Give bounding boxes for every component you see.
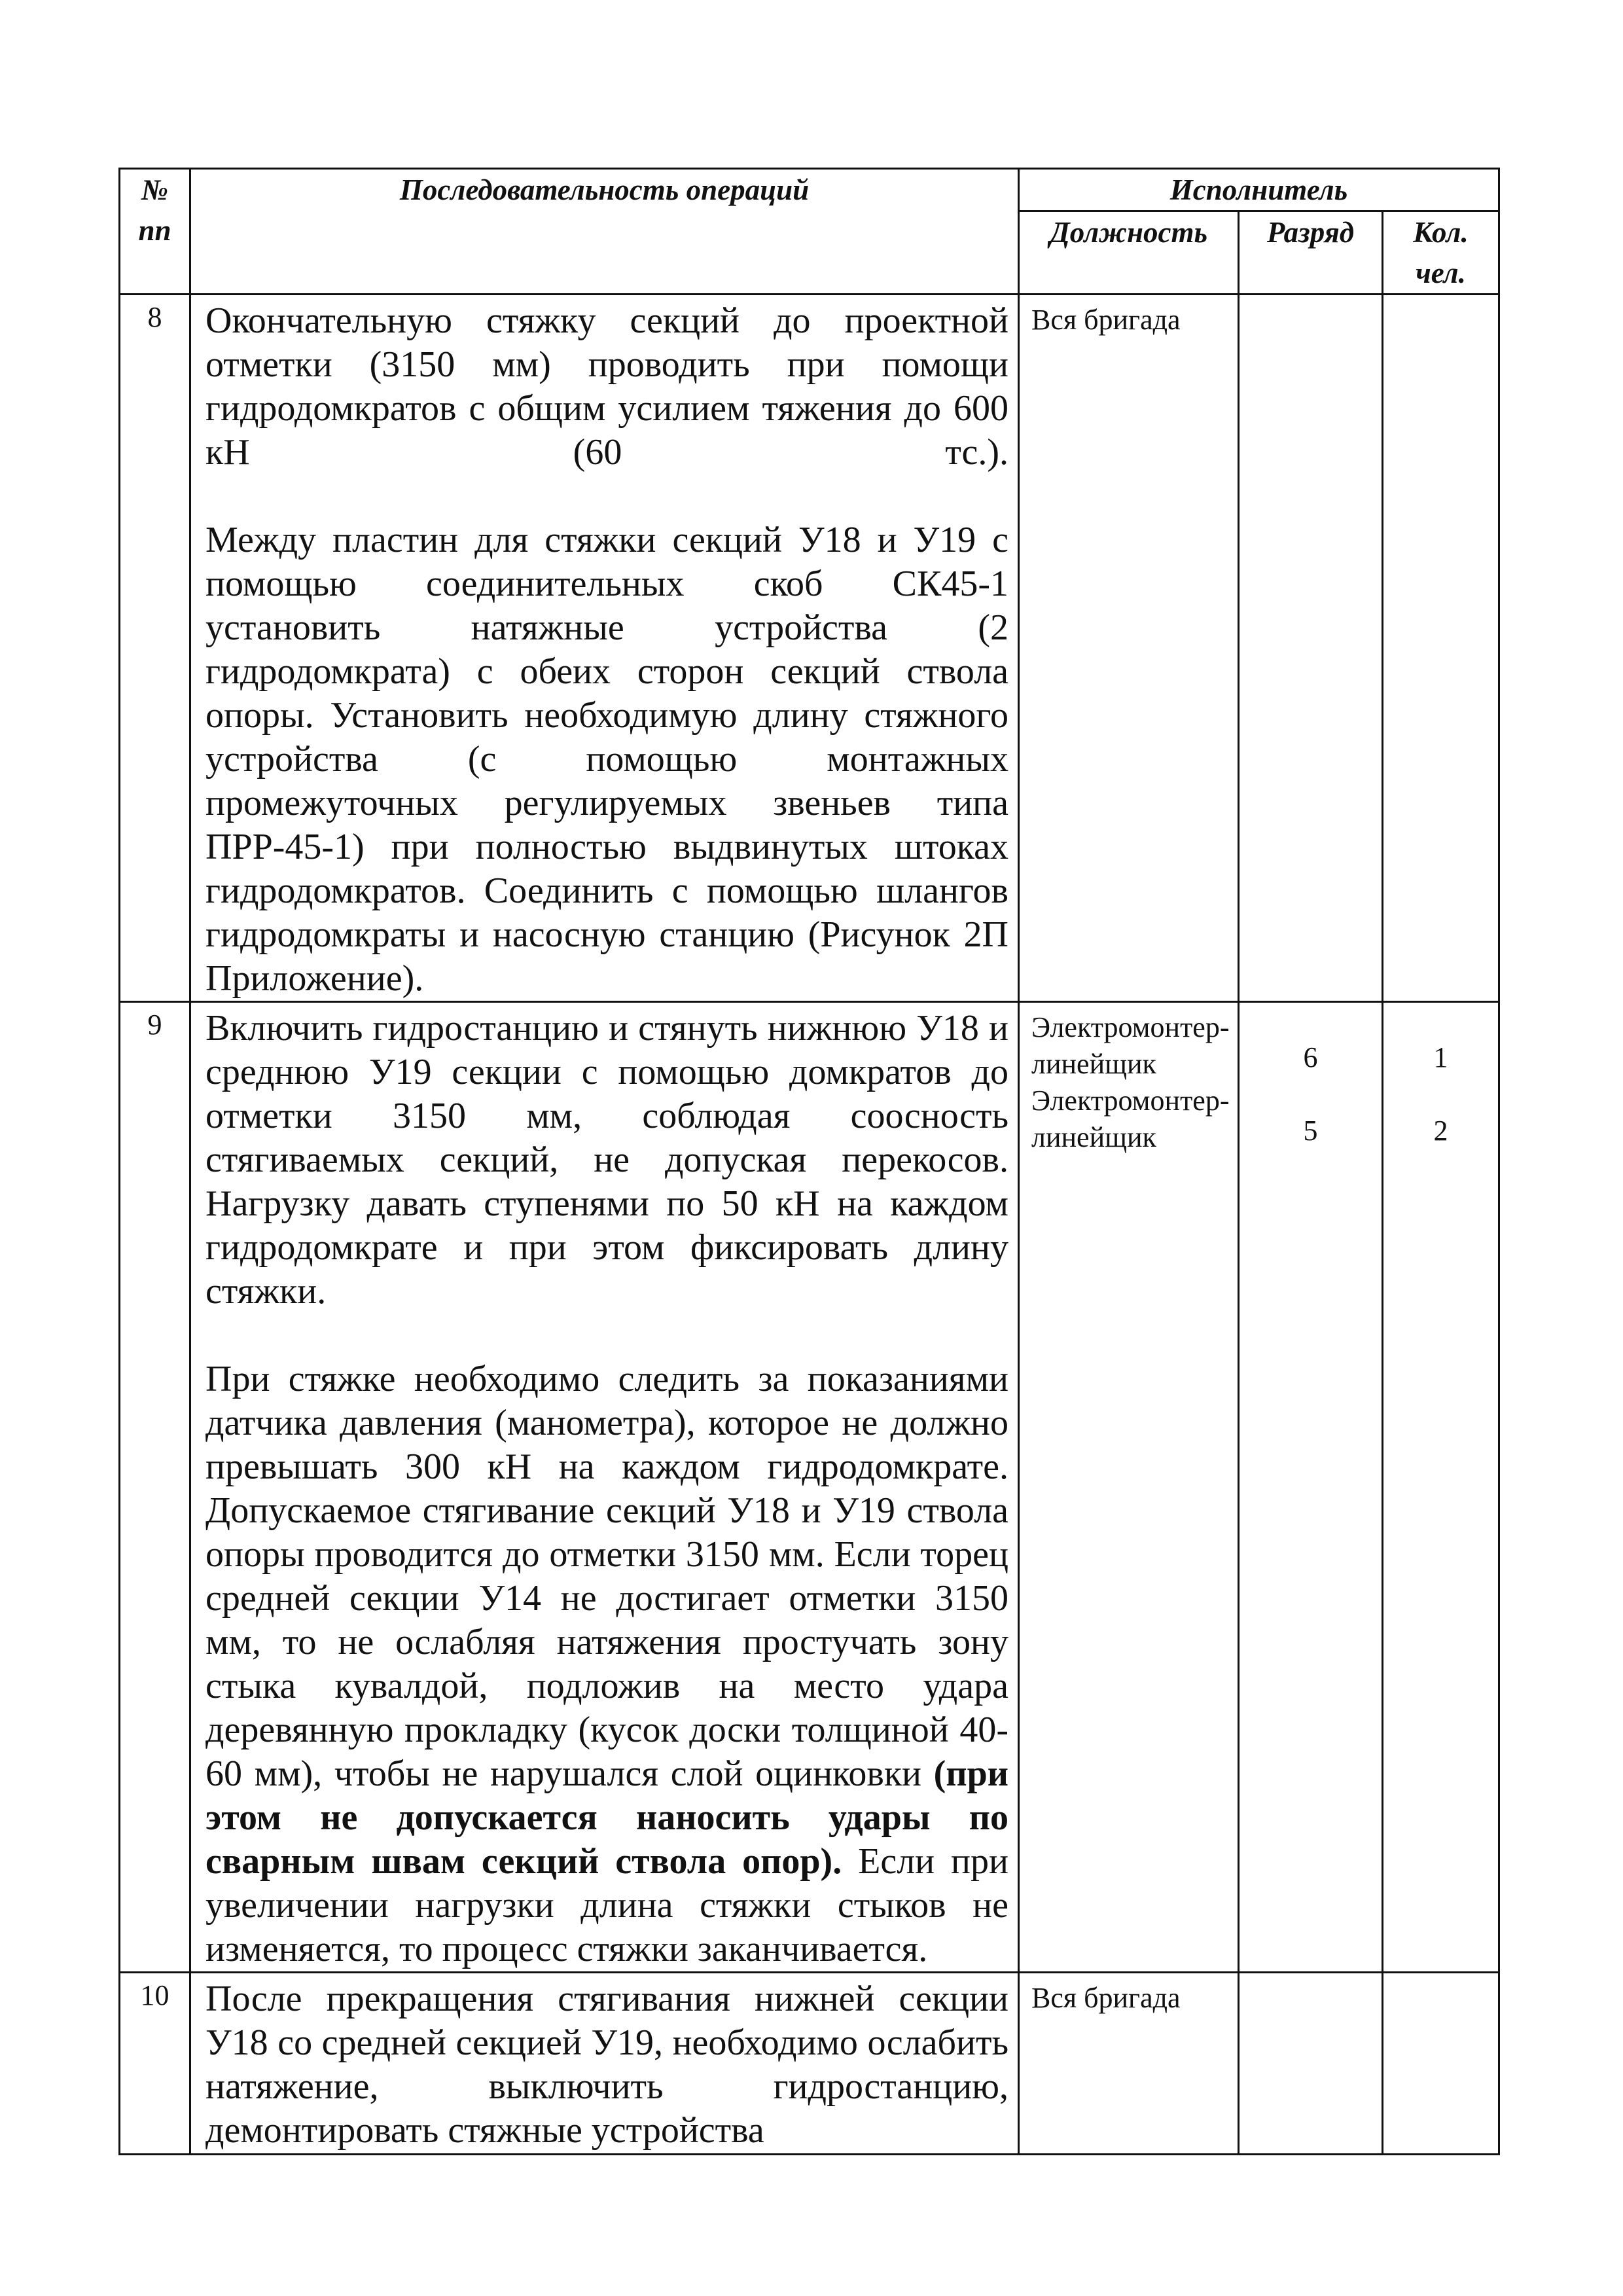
header-count-line2: чел. xyxy=(1416,257,1466,289)
operation-paragraph: Включить гидростанцию и стянуть нижнюю У18 и среднюю У19 секции с помощью домкратов до отметки 3150 мм, соблюдая соосность стягиваемых секций, не допуская перекосов. Нагрузку давать ступенями по 50 кН на каждом гидродомкрате и при этом фиксировать длину стяжки. xyxy=(205,1008,1008,1312)
operation-paragraph xyxy=(205,1357,1008,1971)
operation-text-part: Если при увеличении нагрузки длина стяжки стыков не изменяется, то процесс стяжки заканчивается. xyxy=(205,1841,1008,1969)
performer-grade xyxy=(1239,295,1383,1002)
performer-grade xyxy=(1239,1973,1383,2155)
warning-bold-text: (при этом не допускается наносить удары по сварным швам секций ствола опор). xyxy=(205,1753,1008,1882)
header-count xyxy=(1383,211,1499,295)
table-row xyxy=(120,295,1499,1002)
performer-position xyxy=(1019,1002,1239,1973)
row-number: 9 xyxy=(120,1002,190,1973)
header-count-line1: Кол. xyxy=(1413,216,1469,249)
row-number: 8 xyxy=(120,295,190,1002)
operation-paragraph: Окончательную стяжку секций до проектной отметки (3150 мм) проводить при помощи гидродомкратов с общим усилием тяжения до 600 кН (60 тс.). xyxy=(205,300,1008,473)
operation-paragraph: После прекращения стягивания нижней секции У18 со средней секцией У19, необходимо ослабить натяжение, выключить гидростанцию, демонтировать стяжные устройства xyxy=(205,1979,1008,2151)
performer-count xyxy=(1383,1002,1499,1973)
table-row xyxy=(120,1973,1499,2155)
operation-text-part: При стяжке необходимо следить за показаниями датчика давления (манометра), которое не должно превышать 300 кН на каждом гидродомкрате. Допускаемое стягивание секций У18 и У19 ствола опоры проводится до отметки 3150 мм. Если торец средней секции У14 не достигает отметки 3150 мм, то не ослабляя натяжения простучать зону стыка кувалдой, подложив на место удара деревянную прокладку (кусок доски толщиной 40-60 мм), чтобы не нарушался слой оцинковки xyxy=(205,1359,1008,1794)
performer-grade-2: 5 xyxy=(1303,1115,1318,1147)
performer-position: Вся бригада xyxy=(1019,295,1239,1002)
performer-position-1: Электромонтер-линейщик xyxy=(1031,1011,1230,1080)
performer-count xyxy=(1383,1973,1499,2155)
table-header-row xyxy=(120,169,1499,211)
header-num-label: № xyxy=(141,173,169,206)
performer-count-1: 1 xyxy=(1433,1041,1448,1073)
operations-table xyxy=(118,168,1500,2155)
row-number: 10 xyxy=(120,1973,190,2155)
header-operations: Последовательность операций xyxy=(190,169,1019,295)
performer-grade xyxy=(1239,1002,1383,1973)
header-grade: Разряд xyxy=(1239,211,1383,295)
header-pp-label: пп xyxy=(138,214,171,247)
performer-position: Вся бригада xyxy=(1019,1973,1239,2155)
header-performer: Исполнитель xyxy=(1019,169,1499,211)
performer-count xyxy=(1383,295,1499,1002)
header-position: Должность xyxy=(1019,211,1239,295)
operation-text xyxy=(190,295,1019,1002)
operation-paragraph: Между пластин для стяжки секций У18 и У19 с помощью соединительных скоб СК45-1 установить натяжные устройства (2 гидродомкрата) с обеих сторон секций ствола опоры. Установить необходимую длину стяжного устройства (с помощью монтажных промежуточных регулируемых звеньев типа ПРР-45-1) при полностью выдвинутых штоках гидродомкратов. Соединить с помощью шлангов гидродомкраты и насосную станцию (Рисунок 2П Приложение). xyxy=(205,520,1008,999)
performer-count-2: 2 xyxy=(1433,1115,1448,1147)
performer-grade-1: 6 xyxy=(1303,1041,1318,1073)
header-num-cell xyxy=(120,169,190,295)
performer-position-2: Электромонтер-линейщик xyxy=(1031,1085,1230,1153)
operation-text xyxy=(190,1002,1019,1973)
operation-text xyxy=(190,1973,1019,2155)
table-row xyxy=(120,1002,1499,1973)
